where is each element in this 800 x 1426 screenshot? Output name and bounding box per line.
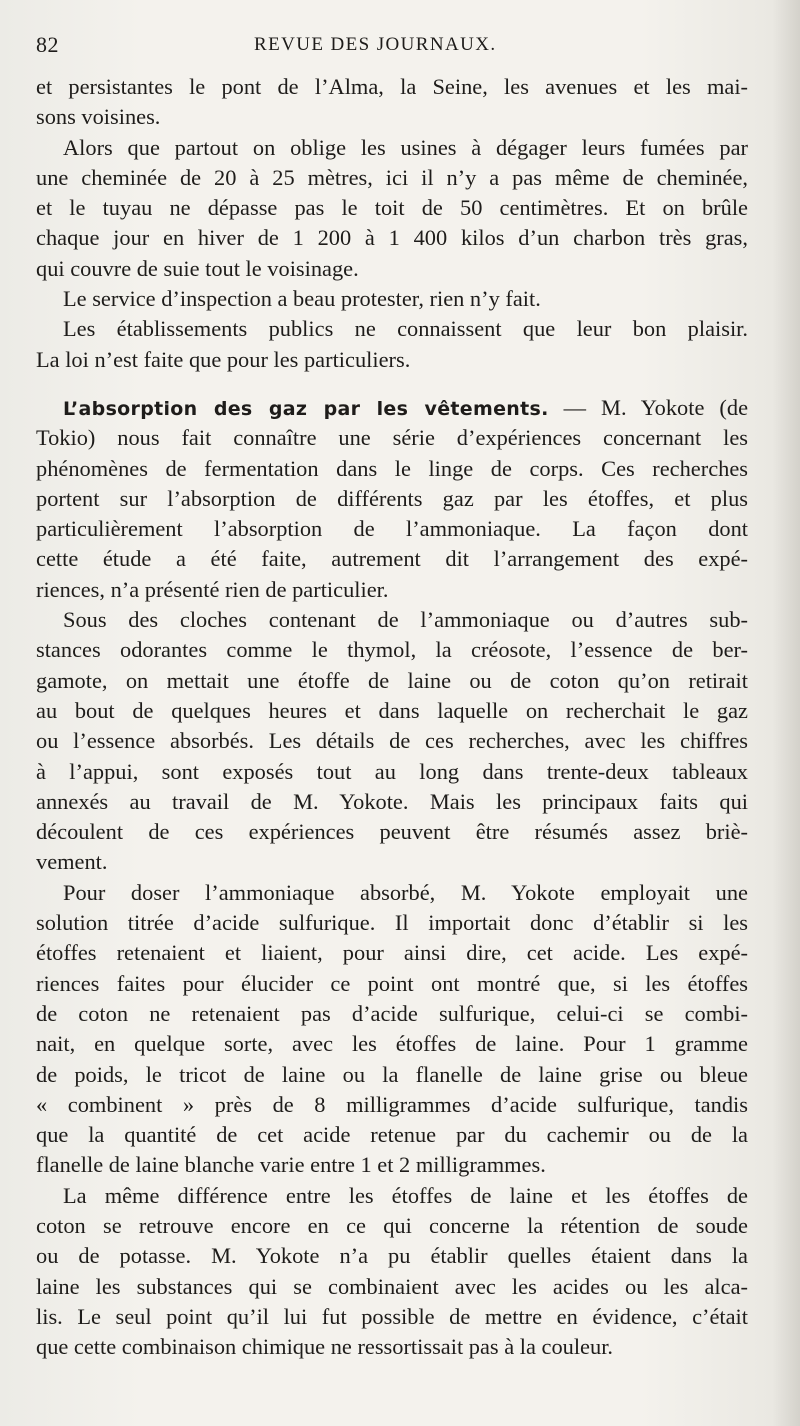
running-title: REVUE DES JOURNAUX. bbox=[254, 34, 497, 55]
text-line: cette étude a été faite, autrement dit l’arrangement des expé- bbox=[36, 546, 748, 572]
text-line: riences faites pour élucider ce point ont montré que, si les étoffes bbox=[36, 970, 748, 996]
text-line: qui couvre de suie tout le voisinage. bbox=[36, 255, 359, 281]
text-line: La loi n’est faite que pour les particuliers. bbox=[36, 346, 411, 372]
text-line: portent sur l’absorption de différents gaz par les étoffes, et plus bbox=[36, 485, 748, 511]
text-line: annexés au travail de M. Yokote. Mais les principaux faits qui bbox=[36, 788, 748, 814]
text-line: solution titrée d’acide sulfurique. Il importait donc d’établir si les bbox=[36, 910, 748, 936]
text-line: de poids, le tricot de laine ou la flanelle de laine grise ou bleue bbox=[36, 1061, 748, 1087]
section-lead-text: — M. Yokote (de bbox=[548, 394, 748, 420]
text-line: Tokio) nous fait connaître une série d’expériences concernant les bbox=[36, 425, 748, 451]
text-line: que cette combinaison chimique ne ressortissait pas à la couleur. bbox=[36, 1334, 614, 1360]
text-line: phénomènes de fermentation dans le linge de corps. Ces recherches bbox=[36, 455, 748, 481]
page-number: 82 bbox=[36, 32, 59, 57]
text-line: particulièrement l’absorption de l’ammoniaque. La façon dont bbox=[36, 516, 748, 542]
text-line: à l’appui, sont exposés tout au long dans trente-deux tableaux bbox=[36, 758, 748, 784]
text-line: nait, en quelque sorte, avec les étoffes de laine. Pour 1 gramme bbox=[36, 1031, 748, 1057]
text-line: ou l’essence absorbés. Les détails de ces recherches, avec les chiffres bbox=[36, 728, 748, 754]
article-body bbox=[36, 72, 748, 1362]
text-line: de coton ne retenaient pas d’acide sulfurique, celui-ci se combi- bbox=[36, 1000, 748, 1026]
text-line: Alors que partout on oblige les usines à dégager leurs fumées par bbox=[63, 134, 748, 160]
text-line: coton se retrouve encore en ce qui concerne la rétention de soude bbox=[36, 1212, 748, 1238]
text-line: Les établissements publics ne connaissent que leur bon plaisir. bbox=[63, 316, 748, 342]
text-line: laine les substances qui se combinaient avec les acides ou les alca- bbox=[36, 1273, 748, 1299]
text-line: et le tuyau ne dépasse pas le toit de 50 centimètres. Et on brûle bbox=[36, 195, 748, 221]
text-line: La même différence entre les étoffes de laine et les étoffes de bbox=[63, 1182, 748, 1208]
page-edge-shadow bbox=[772, 0, 800, 1426]
text-line: Sous des cloches contenant de l’ammoniaque ou d’autres sub- bbox=[63, 607, 748, 633]
text-line: Pour doser l’ammoniaque absorbé, M. Yokote employait une bbox=[63, 879, 748, 905]
text-line: étoffes retenaient et liaient, pour ainsi dire, cet acide. Les expé- bbox=[36, 940, 748, 966]
text-line: riences, n’a présenté rien de particulier. bbox=[36, 576, 389, 602]
section-title: L’absorption des gaz par les vêtements. bbox=[63, 397, 549, 420]
text-line: une cheminée de 20 à 25 mètres, ici il n’y a pas même de cheminée, bbox=[36, 164, 748, 190]
text-line: gamote, on mettait une étoffe de laine ou de coton qu’on retirait bbox=[36, 667, 748, 693]
text-line: flanelle de laine blanche varie entre 1 et 2 milligrammes. bbox=[36, 1152, 546, 1178]
text-line: « combinent » près de 8 milligrammes d’acide sulfurique, tandis bbox=[36, 1091, 748, 1117]
text-line: stances odorantes comme le thymol, la créosote, l’essence de ber- bbox=[36, 637, 748, 663]
section-spacer bbox=[36, 375, 748, 393]
section-heading-line bbox=[36, 393, 748, 423]
text-line: lis. Le seul point qu’il lui fut possible de mettre en évidence, c’était bbox=[36, 1303, 748, 1329]
text-line: vement. bbox=[36, 849, 108, 875]
text-line: découlent de ces expériences peuvent être résumés assez briè- bbox=[36, 819, 748, 845]
page-header bbox=[36, 32, 730, 66]
text-line: que la quantité de cet acide retenue par du cachemir ou de la bbox=[36, 1122, 748, 1148]
text-line: Le service d’inspection a beau protester, rien n’y fait. bbox=[63, 286, 541, 312]
text-line: et persistantes le pont de l’Alma, la Seine, les avenues et les mai- bbox=[36, 74, 748, 99]
text-line: chaque jour en hiver de 1 200 à 1 400 kilos d’un charbon très gras, bbox=[36, 225, 748, 251]
text-line: sons voisines. bbox=[36, 104, 161, 130]
text-line: au bout de quelques heures et dans laquelle on recherchait le gaz bbox=[36, 697, 748, 723]
text-line: ou de potasse. M. Yokote n’a pu établir quelles étaient dans la bbox=[36, 1243, 748, 1269]
